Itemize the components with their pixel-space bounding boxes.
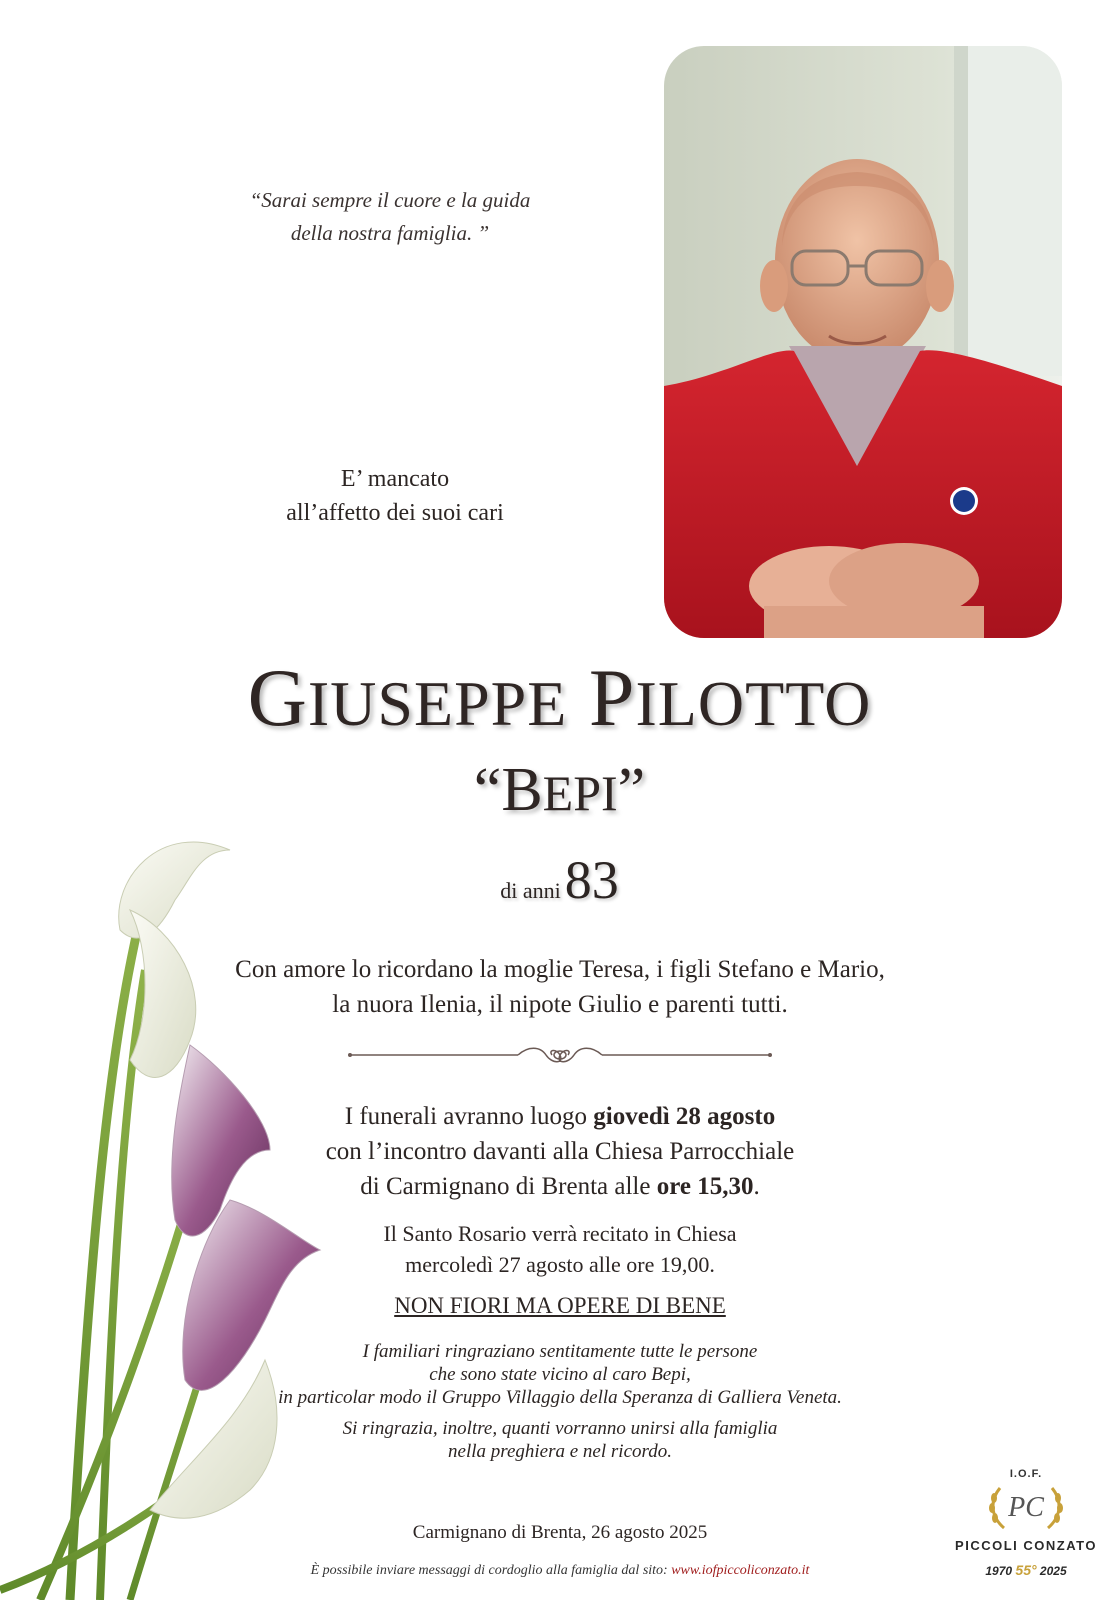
family-line-2: la nuora Ilenia, il nipote Giulio e parenti tutti. xyxy=(332,991,788,1018)
calla-lily-decoration xyxy=(0,820,330,1600)
portrait-photo xyxy=(664,46,1062,638)
age-value: 83 xyxy=(564,850,619,910)
memorial-quote xyxy=(180,184,600,250)
thanks-line-5: nella preghiera e nel ricordo. xyxy=(448,1441,672,1462)
deceased-age xyxy=(0,848,1119,926)
logo-iof-text: I.O.F. xyxy=(1009,1468,1043,1480)
last-name-rest: ILOTTO xyxy=(635,668,872,739)
thanks-line-3: in particolar modo il Gruppo Villaggio della Speranza di Galliera Veneta. xyxy=(278,1387,842,1408)
no-flowers-notice: NON FIORI MA OPERE DI BENE xyxy=(394,1293,726,1318)
funeral-line-1 xyxy=(220,1099,900,1134)
nickname-open-quote: “ xyxy=(473,756,502,824)
funeral-line-3 xyxy=(220,1169,900,1204)
thanks-line-2: che sono state vicino al caro Bepi, xyxy=(429,1364,691,1385)
nickname-close-quote: ” xyxy=(617,756,646,824)
funeral-line-2: con l’incontro davanti alla Chiesa Parrocchiale xyxy=(325,1138,795,1165)
rosary-line-2: mercoledì 27 agosto alle ore 19,00. xyxy=(405,1252,715,1277)
funeral-details xyxy=(220,1099,900,1204)
funeral-home-logo xyxy=(946,1468,1106,1593)
announcement-line-1: E’ mancato xyxy=(340,466,450,492)
thanks-line-1: I familiari ringraziano sentitamente tutte le persone xyxy=(362,1341,758,1362)
announcement xyxy=(230,462,560,530)
quote-line-1: “Sarai sempre il cuore e la guida xyxy=(249,188,531,212)
age-label: di anni xyxy=(500,878,561,903)
ornamental-divider xyxy=(348,1044,772,1066)
quote-line-2: della nostra famiglia. ” xyxy=(290,221,490,245)
deceased-name xyxy=(0,648,1119,754)
last-name-initial: P xyxy=(588,652,636,743)
funeral-time: ore 15,30 xyxy=(656,1173,754,1200)
logo-year-start: 1970 xyxy=(985,1564,1013,1578)
family-remembrance xyxy=(160,952,960,1022)
logo-company-name: PICCOLI CONZATO xyxy=(955,1538,1097,1553)
announcement-line-2: all’affetto dei suoi cari xyxy=(286,500,504,526)
thanks-message xyxy=(180,1340,940,1409)
funeral-text: I funerali avranno luogo xyxy=(344,1103,594,1130)
condolence-footer xyxy=(160,1561,960,1581)
logo-anniversary: 55° xyxy=(1015,1562,1037,1578)
nickname-initial: B xyxy=(501,756,543,824)
place-and-date: Carmignano di Brenta, 26 agosto 2025 xyxy=(412,1522,708,1543)
rosary-line-1: Il Santo Rosario verrà recitato in Chiesa xyxy=(383,1221,737,1246)
svg-text:PC: PC xyxy=(1008,1492,1044,1523)
family-line-1: Con amore lo ricordano la moglie Teresa, i figli Stefano e Mario, xyxy=(235,956,885,983)
thanks-message-2 xyxy=(180,1417,940,1463)
footer-text: È possibile inviare messaggi di cordoglio alla famiglia dal sito: xyxy=(310,1563,672,1578)
nickname-rest: EPI xyxy=(542,765,618,821)
funeral-period: . xyxy=(753,1173,760,1200)
website-link[interactable]: www.iofpiccoliconzato.it xyxy=(671,1563,810,1578)
logo-years xyxy=(946,1562,1106,1578)
first-name-initial: G xyxy=(247,652,308,743)
deceased-nickname xyxy=(0,750,1119,833)
funeral-date: giovedì 28 agosto xyxy=(593,1103,776,1130)
thanks-line-4: Si ringrazia, inoltre, quanti vorranno unirsi alla famiglia xyxy=(342,1418,778,1439)
laurel-monogram-icon xyxy=(986,1480,1066,1534)
funeral-place: di Carmignano di Brenta alle xyxy=(360,1173,657,1200)
first-name-rest: IUSEPPE xyxy=(307,668,568,739)
rosary-details xyxy=(250,1218,870,1280)
logo-year-end: 2025 xyxy=(1039,1564,1067,1578)
